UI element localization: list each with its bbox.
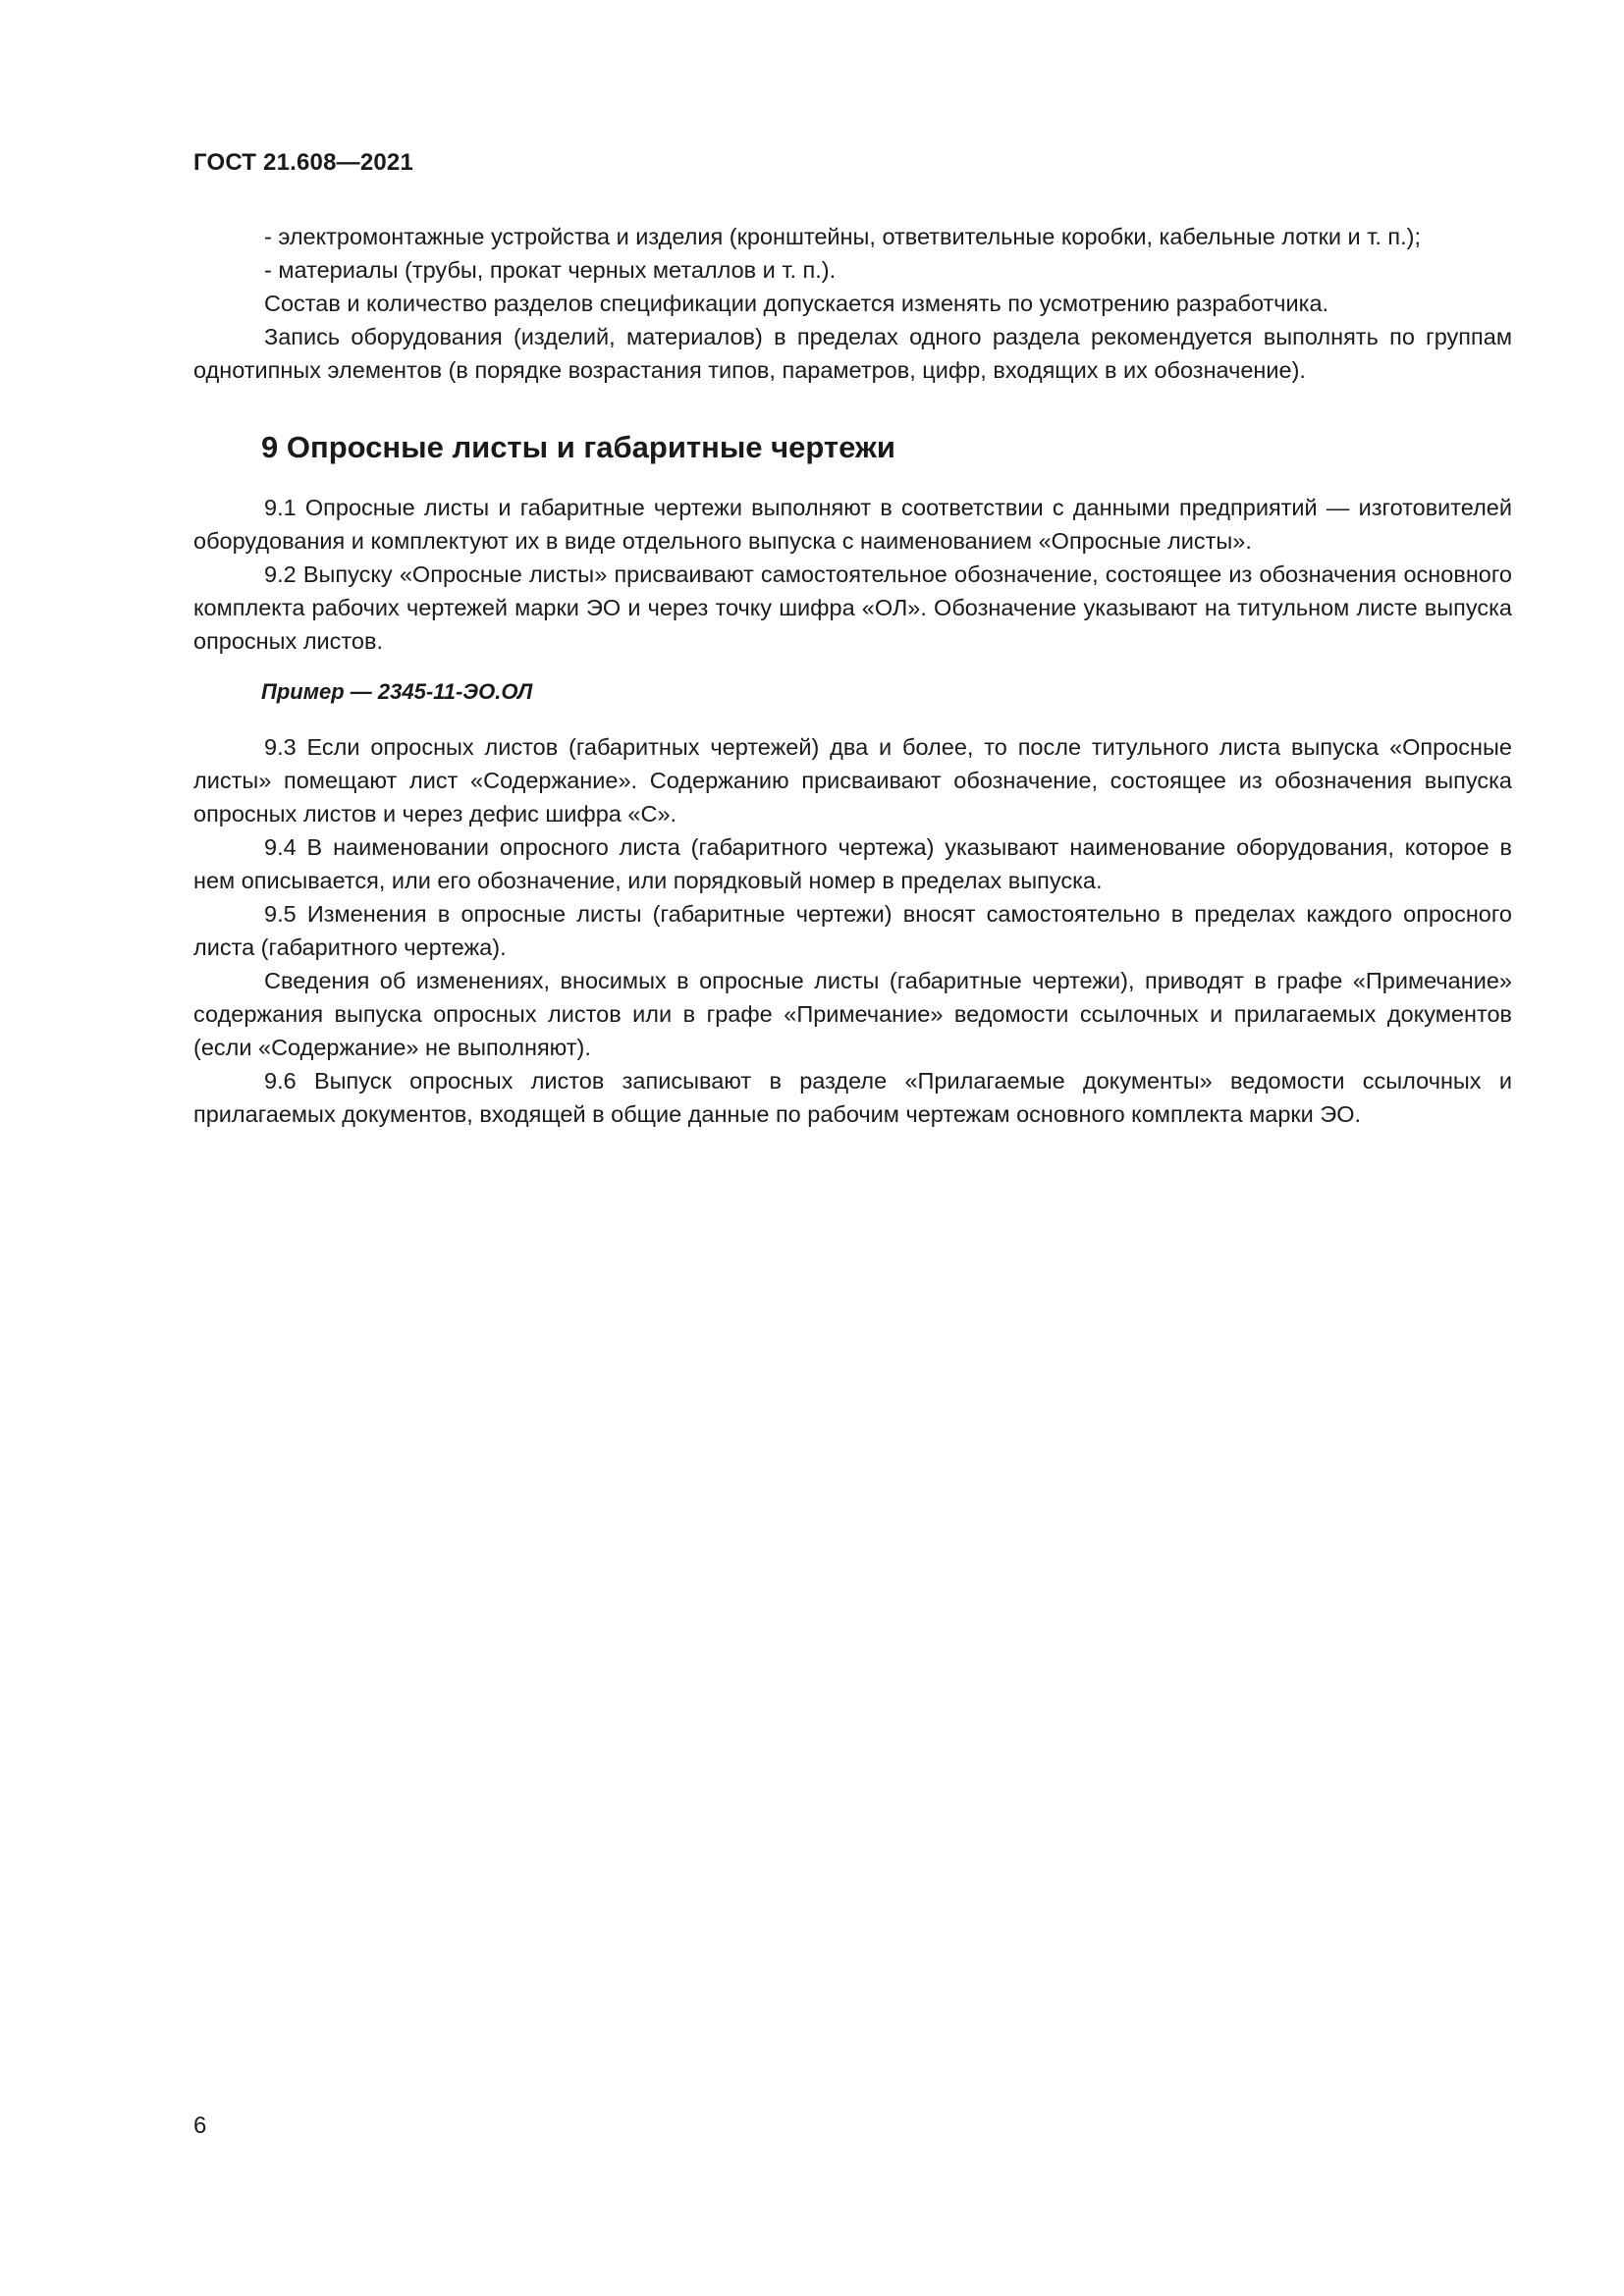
- paragraph-9-2: 9.2 Выпуску «Опросные листы» присваивают самостоятельное обозначение, состоящее из обозначения основного комплекта рабочих чертежей марки ЭО и через точку шифра «ОЛ». Обозначение указывают на титульном листе выпуска опросных листов.: [193, 561, 1512, 654]
- page-number: 6: [193, 2112, 207, 2139]
- page-body: [193, 220, 1512, 1131]
- example-note: Пример — 2345-11-ЭО.ОЛ: [261, 679, 533, 704]
- paragraph-9-1: 9.1 Опросные листы и габаритные чертежи выполняют в соответствии с данными предприятий — изготовителей оборудования и комплектуют их в виде отдельного выпуска с наименованием «Опросные листы».: [193, 495, 1512, 554]
- section-heading: 9 Опросные листы и габаритные чертежи: [261, 430, 895, 464]
- paragraph-9-3: 9.3 Если опросных листов (габаритных чертежей) два и более, то после титульного листа выпуска «Опросные листы» помещают лист «Содержание». Содержанию присваивают обозначение, состоящее из обозначения выпуска опросных листов и через дефис шифра «С».: [193, 734, 1512, 827]
- paragraph-9-6: 9.6 Выпуск опросных листов записывают в разделе «Прилагаемые документы» ведомости ссылочных и прилагаемых документов, входящей в общие данные по рабочим чертежам основного комплекта марки ЭО.: [193, 1068, 1512, 1127]
- paragraph-intro-3: Состав и количество разделов спецификации допускается изменять по усмотрению разработчика.: [264, 291, 1329, 316]
- paragraph-changes-info: Сведения об изменениях, вносимых в опросные листы (габаритные чертежи), приводят в графе «Примечание» содержания выпуска опросных листов или в графе «Примечание» ведомости ссылочных и прилагаемых документов (если «Содержание» не выполняют).: [193, 968, 1512, 1060]
- document-code-header: ГОСТ 21.608—2021: [193, 149, 414, 176]
- paragraph-9-5: 9.5 Изменения в опросные листы (габаритные чертежи) вносят самостоятельно в пределах каждого опросного листа (габаритного чертежа).: [193, 901, 1512, 960]
- paragraph-9-4: 9.4 В наименовании опросного листа (габаритного чертежа) указывают наименование оборудования, которое в нем описывается, или его обозначение, или порядковый номер в пределах выпуска.: [193, 834, 1512, 893]
- paragraph-intro-1: - электромонтажные устройства и изделия (кронштейны, ответвительные коробки, кабельные лотки и т. п.);: [264, 224, 1422, 249]
- paragraph-intro-2: - материалы (трубы, прокат черных металлов и т. п.).: [264, 257, 837, 283]
- paragraph-intro-4: Запись оборудования (изделий, материалов) в пределах одного раздела рекомендуется выполнять по группам однотипных элементов (в порядке возрастания типов, параметров, цифр, входящих в их обозначение).: [193, 324, 1512, 383]
